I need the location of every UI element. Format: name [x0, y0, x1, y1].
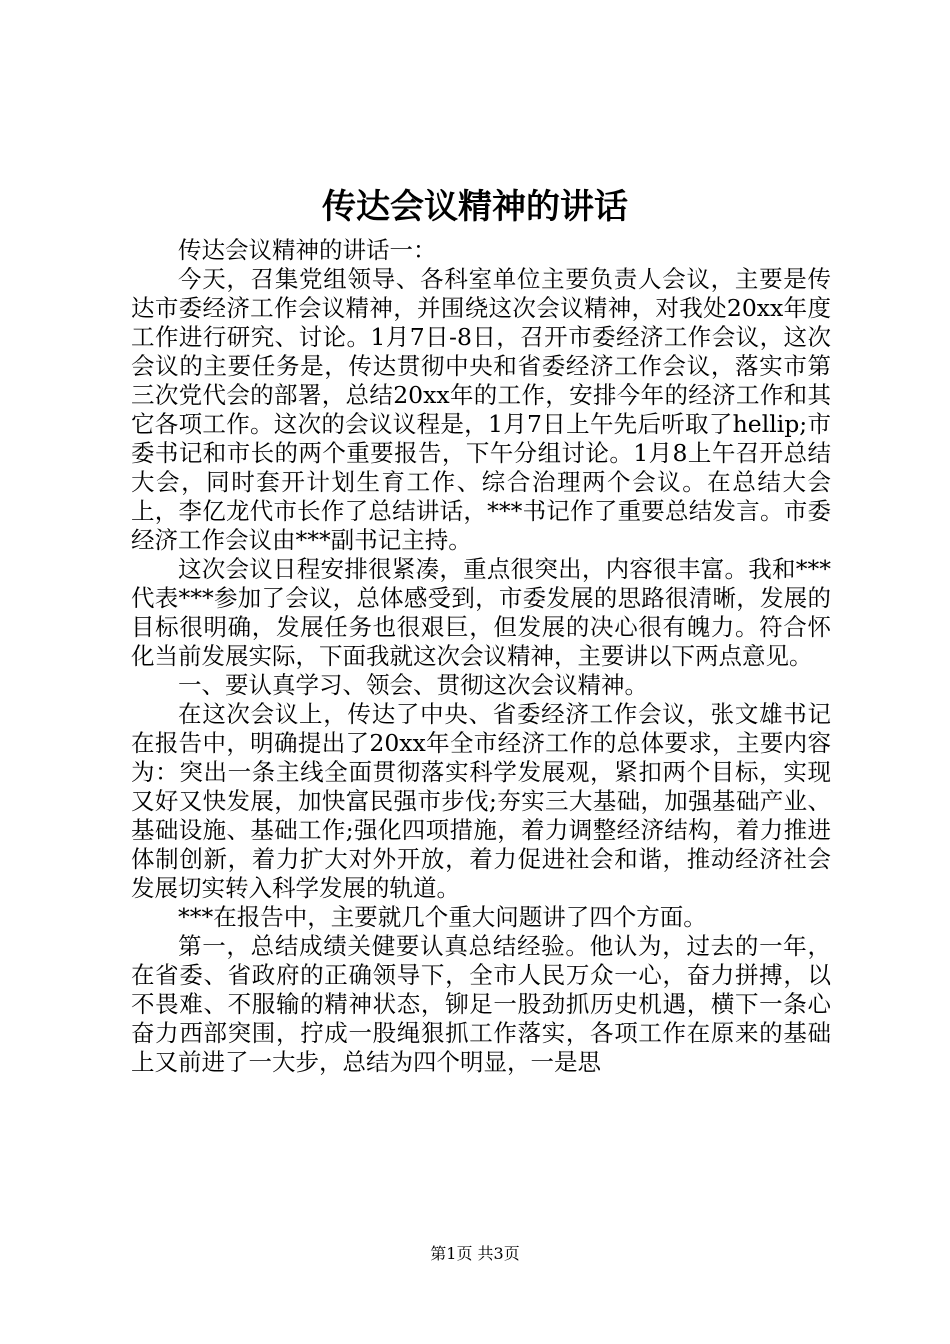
paragraph: 今天，召集党组领导、各科室单位主要负责人会议，主要是传达市委经济工作会议精神，并围绕这次会议精神，对我处20xx年度工作进行研究、讨论。1月7日-8日，召开市委经济工作会议，这次会议的主要任务是，传达贯彻中央和省委经济工作会议，落实市第三次党代会的部署，总结20xx年的工作，安排今年的经济工作和其它各项工作。这次的会议议程是，1月7日上午先后听取了hellip;市委书记和市长的两个重要报告，下午分组讨论。1月8上午召开总结大会，同时套开计划生育工作、综合治理两个会议。在总结大会上，李亿龙代市长作了总结讲话，***书记作了重要总结发言。市委经济工作会议由***副书记主持。 — [131, 265, 831, 554]
page-number-footer: 第1页 共3页 — [430, 1244, 520, 1263]
section-heading: 一、要认真学习、领会、贯彻这次会议精神。 — [178, 671, 648, 699]
paragraph: 这次会议日程安排很紧凑，重点很突出，内容很丰富。我和***代表***参加了会议，总体感受到，市委发展的思路很清晰，发展的目标很明确，发展任务也很艰巨，但发展的决心很有魄力。符合怀化当前发展实际，下面我就这次会议精神，主要讲以下两点意见。 — [131, 555, 831, 670]
paragraph: 在这次会议上，传达了中央、省委经济工作会议，张文雄书记在报告中，明确提出了20xx年全市经济工作的总体要求，主要内容为：突出一条主线全面贯彻落实科学发展观，紧扣两个目标，实现又好又快发展，加快富民强市步伐;夯实三大基础，加强基础产业、基础设施、基础工作;强化四项措施，着力调整经济结构，着力推进体制创新，着力扩大对外开放，着力促进社会和谐，推动经济社会发展切实转入科学发展的轨道。 — [131, 700, 831, 902]
paragraph: 传达会议精神的讲话一： — [178, 236, 437, 264]
paragraph: ***在报告中，主要就几个重大问题讲了四个方面。 — [178, 903, 707, 931]
document-body — [131, 236, 831, 1077]
document-title: 传达会议精神的讲话 — [322, 187, 628, 227]
paragraph: 第一，总结成绩关健要认真总结经验。他认为，过去的一年，在省委、省政府的正确领导下，全市人民万众一心，奋力拼搏，以不畏难、不服输的精神状态，铆足一股劲抓历史机遇，横下一条心奋力西部突围，拧成一股绳狠抓工作落实，各项工作在原来的基础上又前进了一大步，总结为四个明显，一是思 — [131, 932, 831, 1076]
